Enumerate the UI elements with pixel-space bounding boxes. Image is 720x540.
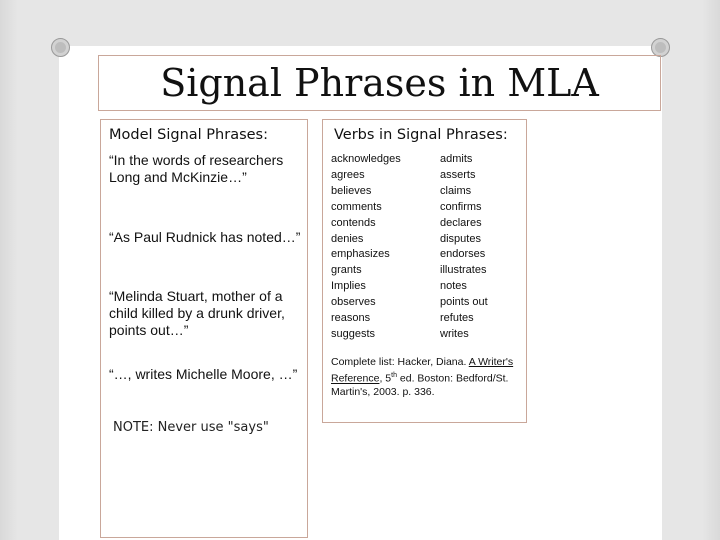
slide-title: Signal Phrases in MLA bbox=[160, 61, 599, 105]
reference-edition-suffix: th bbox=[391, 372, 397, 379]
verb-item: asserts bbox=[440, 168, 476, 181]
verb-item: believes bbox=[331, 184, 372, 197]
model-signal-phrases-box bbox=[100, 119, 308, 538]
reference-edition-number: 5 bbox=[385, 372, 392, 385]
title-box bbox=[98, 55, 661, 111]
reference-citation: Complete list: Hacker, Diana. A Writer's Reference, 5th ed. Boston: Bedford/St. Martin's, 2003. p. 336. bbox=[331, 356, 514, 398]
verb-item: endorses bbox=[440, 248, 486, 261]
verb-item: contends bbox=[331, 216, 376, 229]
reference-book-title: A Writer's Reference bbox=[331, 356, 514, 385]
verb-item: confirms bbox=[440, 200, 482, 213]
verb-item: admits bbox=[440, 153, 473, 165]
verb-item: comments bbox=[331, 200, 382, 213]
verb-item: agrees bbox=[331, 168, 365, 181]
quote-item: “…, writes Michelle Moore, …” bbox=[109, 366, 298, 382]
verbs-column-2 bbox=[440, 152, 488, 343]
verb-item: illustrates bbox=[440, 264, 487, 277]
never-use-says-note: NOTE: Never use "says" bbox=[113, 420, 269, 435]
verbs-heading: Verbs in Signal Phrases: bbox=[334, 127, 508, 143]
quote-item: “As Paul Rudnick has noted…” bbox=[109, 229, 301, 245]
verb-item: acknowledges bbox=[331, 153, 401, 165]
verb-item: refutes bbox=[440, 312, 474, 325]
reference-prefix: Complete list: Hacker, Diana. bbox=[331, 356, 469, 368]
verb-item: grants bbox=[331, 264, 362, 277]
verb-item: disputes bbox=[440, 232, 481, 245]
model-signal-phrases-heading: Model Signal Phrases: bbox=[109, 127, 268, 143]
quote-item: “Melinda Stuart, mother of a child killed by a drunk driver, points out…” bbox=[109, 288, 285, 338]
verb-item: claims bbox=[440, 184, 472, 197]
verb-item: emphasizes bbox=[331, 248, 390, 261]
verbs-column-1 bbox=[331, 152, 401, 343]
verb-item: writes bbox=[440, 327, 469, 340]
quote-item: “In the words of researchers Long and McKinzie…” bbox=[109, 152, 284, 185]
verb-item: declares bbox=[440, 216, 482, 229]
left-pin-icon bbox=[51, 38, 70, 57]
verb-item: Implies bbox=[331, 280, 366, 293]
verb-item: denies bbox=[331, 232, 364, 245]
verbs-box bbox=[322, 119, 527, 423]
verb-item: suggests bbox=[331, 327, 376, 340]
verb-item: reasons bbox=[331, 312, 371, 325]
verb-item: notes bbox=[440, 280, 467, 293]
verb-item: points out bbox=[440, 296, 488, 309]
reference-suffix: ed. Boston: Bedford/St. Martin's, 2003. p. 336. bbox=[331, 372, 509, 398]
verb-item: observes bbox=[331, 296, 376, 309]
